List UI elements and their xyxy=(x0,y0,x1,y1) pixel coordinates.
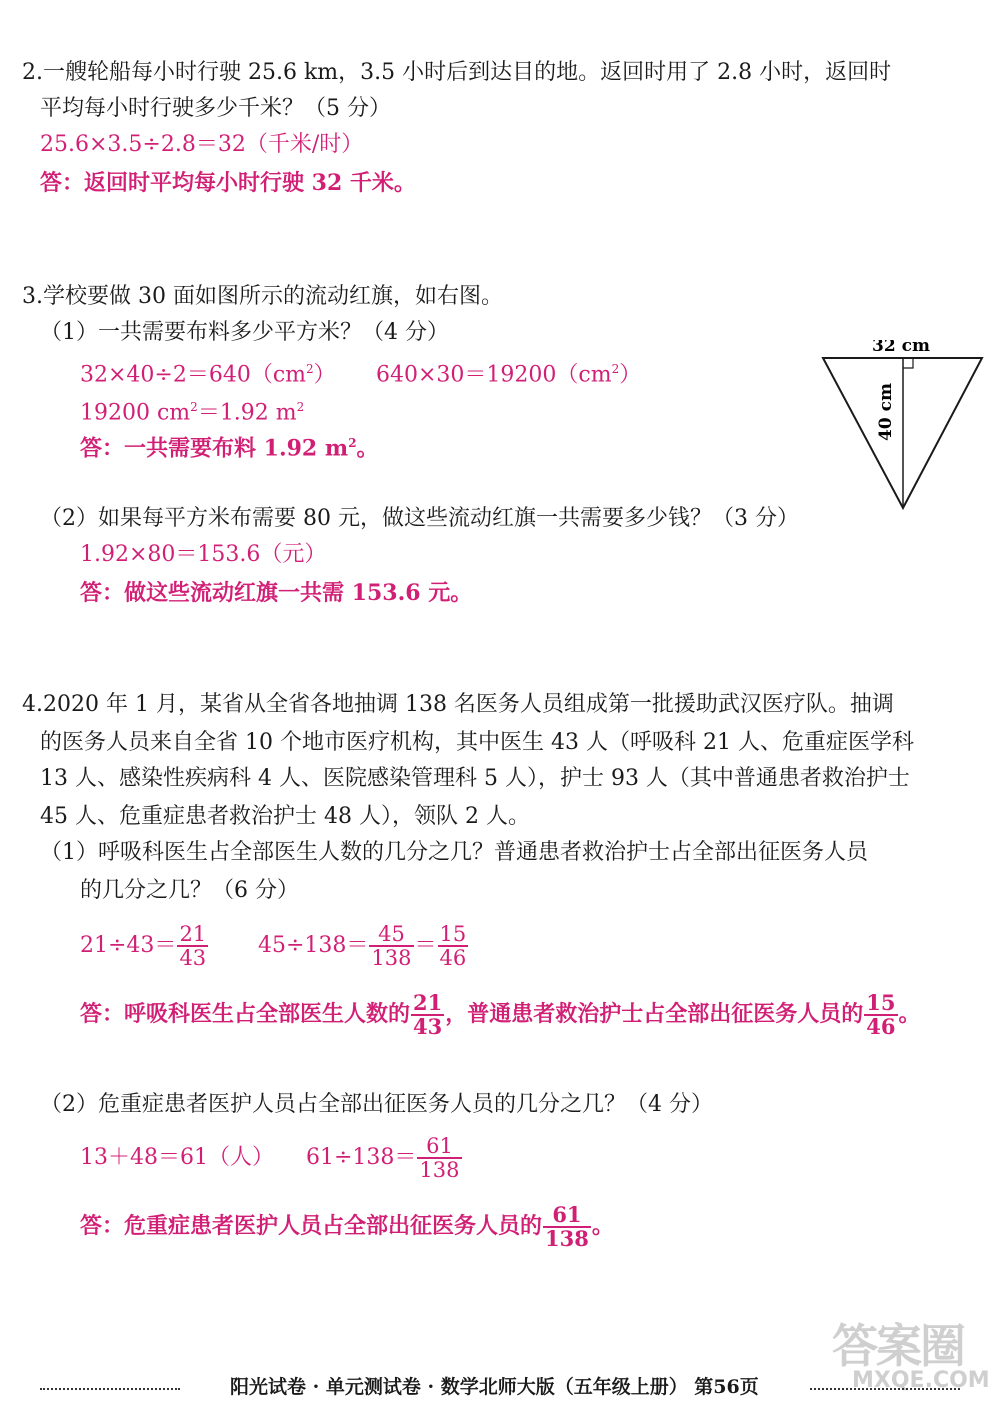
watermark-logo: 答案圈 xyxy=(832,1319,964,1373)
q4-stem-line4: 45 人、危重症患者救治护士 48 人），领队 2 人。 xyxy=(40,804,530,829)
q4-stem-line2: 的医务人员来自全省 10 个地市医疗机构，其中医生 43 人（呼吸科 21 人、危重症医学科 xyxy=(40,730,914,755)
q4-sub1-line1: （1）呼吸科医生占全部医生人数的几分之几？普通患者救治护士占全部出征医务人员 xyxy=(40,840,868,865)
fraction-15-46: $\frac{15}{46}$ xyxy=(439,922,467,970)
q4-sub2: （2）危重症患者医护人员占全部出征医务人员的几分之几？（4 分） xyxy=(40,1092,713,1117)
fraction-21-43: $\frac{21}{43}$ xyxy=(413,990,443,1039)
q4-answer1: 答：呼吸科医生占全部医生人数的 $\frac{21}{43}$ ，普通患者救治护士占全部出征医务人员的 $\frac{15}{46}$ 。 xyxy=(80,990,921,1039)
q2-stem-line1: 2.一艘轮船每小时行驶 25.6 km，3.5 小时后到达目的地。返回时用了 2.8 小时，返回时 xyxy=(22,60,892,85)
q4-calc1a: 21÷43＝ $\frac{21}{43}$ xyxy=(80,922,207,970)
triangle-flag-figure xyxy=(815,340,990,520)
page-footer xyxy=(40,1372,970,1402)
q3-stem: 3.学校要做 30 面如图所示的流动红旗，如右图。 xyxy=(22,284,503,309)
fraction-21-43: $\frac{21}{43}$ xyxy=(179,922,207,970)
footer-text: 阳光试卷 · 单元测试卷 · 数学北师大版（五年级上册） 第56页 xyxy=(230,1376,759,1398)
q3-sub1: （1）一共需要布料多少平方米？（4 分） xyxy=(40,320,449,345)
q4-calc1b: 45÷138＝ $\frac{45}{138}$ ＝ $\frac{15}{46}$ xyxy=(258,922,467,970)
fraction-15-46: $\frac{15}{46}$ xyxy=(866,990,896,1039)
q3-calc1b: $640\times 30=19200(cm^2)$ xyxy=(376,362,642,388)
q3-answer2: 答：做这些流动红旗一共需 153.6 元。 xyxy=(80,580,473,606)
q3-answer1: 答：一共需要布料 1.92 $m^2$。 xyxy=(80,435,379,462)
flag-top-label: 32 cm xyxy=(872,340,930,356)
q4-stem-line3: 13 人、感染性疾病科 4 人、医院感染管理科 5 人），护士 93 人（其中普通患者救治护士 xyxy=(40,766,910,791)
q4-sub1-line2: 的几分之几？（6 分） xyxy=(80,878,299,903)
right-angle-mark xyxy=(903,358,913,368)
q4-calc2b: 61÷138＝ $\frac{61}{138}$ xyxy=(306,1134,460,1182)
q2-stem-line2: 平均每小时行驶多少千米？（5 分） xyxy=(40,96,391,121)
q3-calc1c: 19200 $cm^2=1.92$ $m^2$ xyxy=(80,400,305,426)
q2-calculation: 25.6×3.5÷2.8＝32（千米/时） xyxy=(40,132,364,157)
q4-stem-line1: 4.2020 年 1 月，某省从全省各地抽调 138 名医务人员组成第一批援助武汉医疗队。抽调 xyxy=(22,692,894,717)
q3-calc2: 1.92×80＝153.6（元） xyxy=(80,542,327,567)
fraction-61-138: $\frac{61}{138}$ xyxy=(545,1202,589,1251)
footer-divider-left xyxy=(40,1388,180,1390)
q4-answer2: 答：危重症患者医护人员占全部出征医务人员的 $\frac{61}{138}$ 。 xyxy=(80,1202,614,1251)
q2-answer: 答：返回时平均每小时行驶 32 千米。 xyxy=(40,170,416,196)
watermark-site: MXQE.COM xyxy=(852,1368,990,1393)
fraction-45-138: $\frac{45}{138}$ xyxy=(371,922,412,970)
flag-height-label: 40 cm xyxy=(876,383,896,441)
q3-calc1a: $32\times 40\div 2=640(cm^2)$ xyxy=(80,362,336,388)
q3-sub2: （2）如果每平方米布需要 80 元，做这些流动红旗一共需要多少钱？（3 分） xyxy=(40,506,799,531)
q4-calc2a: 13＋48＝61（人） xyxy=(80,1145,274,1170)
footer-divider-right xyxy=(810,1388,960,1390)
fraction-61-138: $\frac{61}{138}$ xyxy=(419,1134,460,1182)
